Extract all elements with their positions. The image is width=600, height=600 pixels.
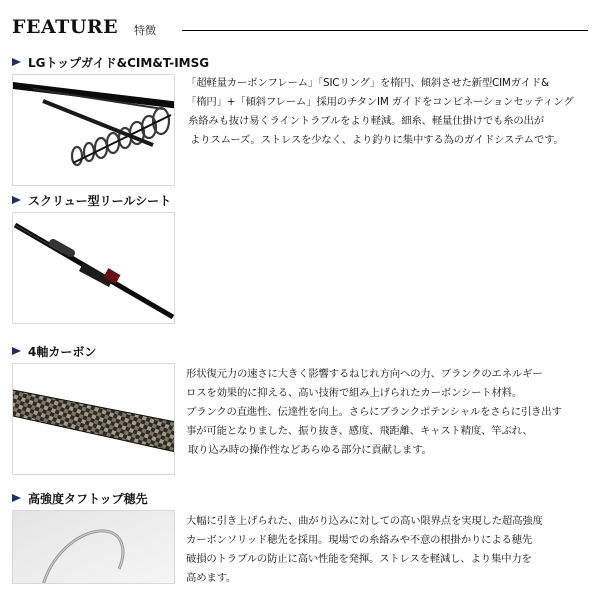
section-title: 4軸カーボン <box>28 344 97 359</box>
description-line: カーボンソリッド穂先を採用。現場での糸絡みや不意の根掛かりによる穂先 <box>186 534 533 546</box>
section-marker-icon <box>12 493 22 503</box>
tough-top-tip-photo <box>12 510 175 584</box>
section-title: LGトップガイド&CIM&T-IMSG <box>28 55 210 70</box>
section-title: 高強度タフトップ穂先 <box>28 491 148 506</box>
page-subtitle: 特徴 <box>134 24 156 37</box>
page-title: FEATURE <box>12 16 119 38</box>
section-heading <box>12 343 96 359</box>
screw-reel-seat-photo <box>12 212 175 324</box>
section-marker-icon <box>12 346 22 356</box>
description-line: 「楕円」+「傾斜フレーム」採用のチタンIM ガイドをコンビネーションセッティング <box>186 96 574 108</box>
section-heading <box>12 192 171 208</box>
description-line: 高めます。 <box>186 572 237 584</box>
section-marker-icon <box>12 57 22 67</box>
description-line: 糸絡みも抜け易くライントラブルをより軽減。細糸、軽量仕掛けでも糸の出が <box>188 115 544 127</box>
section-description <box>186 512 586 588</box>
description-line: 取り込み時の操作性などあらゆる部分に貢献します。 <box>188 444 432 456</box>
feature-header <box>12 14 588 44</box>
section-heading <box>12 54 209 70</box>
description-line: よりスムーズ。ストレスを少なく、より釣りに集中する為のガイドシステムです。 <box>190 134 564 146</box>
section-title: スクリュー型リールシート <box>28 193 172 208</box>
section-description <box>186 74 586 150</box>
section-description <box>186 365 586 460</box>
four-axis-carbon-photo <box>12 363 175 475</box>
rod-tip-guides-photo <box>12 74 175 186</box>
section-heading <box>12 490 148 506</box>
section-marker-icon <box>12 195 22 205</box>
header-rule <box>182 30 588 31</box>
description-line: 事が可能となりました、振り抜き、感度、飛距離、キャスト精度、竿ぶれ、 <box>186 425 533 437</box>
description-line: 形状復元力の速さに大きく影響するねじれ方向への力、ブランクのエネルギー <box>186 368 543 380</box>
description-line: 大幅に引き上げられた、曲がり込みに対しての高い限界点を実現した超高強度 <box>186 515 543 527</box>
description-line: ロスを効果的に抑える、高い技術で組み上げられたカーボンシート材料。 <box>186 387 523 399</box>
description-line: 「超軽量カーボンフレーム」「SICリング」を楕円、傾斜させた新型CIMガイド& <box>186 77 549 89</box>
description-line: 破損のトラブルの防止に高い性能を発揮。ストレスを軽減し、より集中力を <box>186 553 532 565</box>
description-line: ブランクの直進性、伝達性を向上。さらにブランクポテンシャルをさらに引き出す <box>186 406 562 418</box>
